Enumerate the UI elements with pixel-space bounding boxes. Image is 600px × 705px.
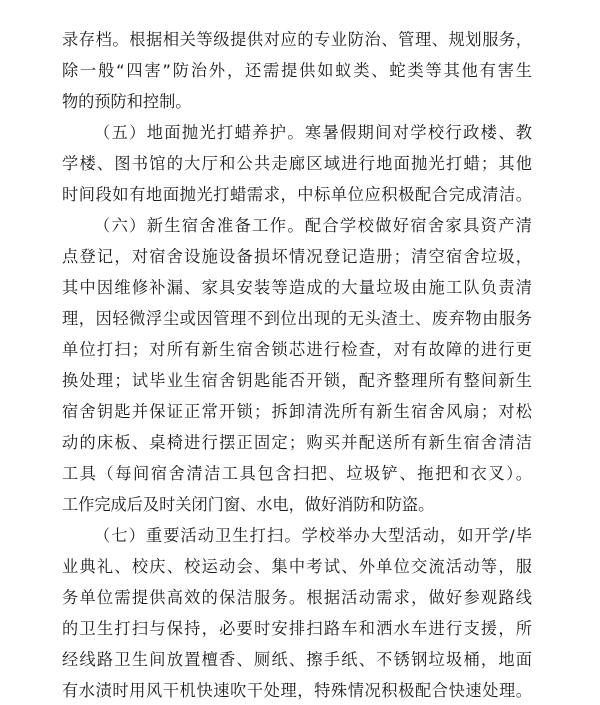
text-line: 理，因轻微浮尘或因管理不到位出现的无头渣土、废弃物由服务 xyxy=(62,309,532,328)
text-line: 点登记，对宿舍设施设备损坏情况登记造册；清空宿舍垃圾， xyxy=(62,247,532,266)
text-line: 动的床板、桌椅进行摆正固定；购买并配送所有新生宿舍清洁 xyxy=(62,433,532,452)
text-line: 的卫生打扫与保持，必要时安排扫路车和洒水车进行支援，所 xyxy=(62,619,532,638)
paragraph-first-line: （五）地面抛光打蜡养护。寒暑假期间对学校行政楼、教 xyxy=(94,123,532,142)
text-line: 其中因维修补漏、家具安装等造成的大量垃圾由施工队负责清 xyxy=(62,278,532,297)
text-line: 换处理；试毕业生宿舍钥匙能否开锁，配齐整理所有整间新生 xyxy=(62,371,532,390)
text-line: 时间段如有地面抛光打蜡需求，中标单位应积极配合完成清洁。 xyxy=(62,185,532,204)
text-line: 工作完成后及时关闭门窗、水电，做好消防和防盗。 xyxy=(62,495,435,514)
text-line: 物的预防和控制。 xyxy=(62,92,192,111)
text-line: 录存档。根据相关等级提供对应的专业防治、管理、规划服务， xyxy=(62,30,532,49)
text-line: 除一般“四害”防治外，还需提供如蚁类、蛇类等其他有害生 xyxy=(62,61,532,80)
text-line: 业典礼、校庆、校运动会、集中考试、外单位交流活动等，服 xyxy=(62,557,532,576)
text-line: 务单位需提供高效的保洁服务。根据活动需求，做好参观路线 xyxy=(62,588,532,607)
text-line: 单位打扫；对所有新生宿舍锁芯进行检查，对有故障的进行更 xyxy=(62,340,532,359)
text-line: 学楼、图书馆的大厅和公共走廊区域进行地面抛光打蜡；其他 xyxy=(62,154,532,173)
text-line: 工具（每间宿舍清洁工具包含扫把、垃圾铲、拖把和衣叉）。 xyxy=(62,464,532,483)
text-line: 宿舍钥匙并保证正常开锁；拆卸清洗所有新生宿舍风扇；对松 xyxy=(62,402,532,421)
text-line: 有水渍时用风干机快速吹干处理，特殊情况积极配合快速处理。 xyxy=(62,681,532,700)
paragraph-first-line: （七）重要活动卫生打扫。学校举办大型活动，如开学/毕 xyxy=(94,526,532,545)
paragraph-first-line: （六）新生宿舍准备工作。配合学校做好宿舍家具资产清 xyxy=(94,216,532,235)
text-line: 经线路卫生间放置檀香、厕纸、擦手纸、不锈钢垃圾桶，地面 xyxy=(62,650,532,669)
